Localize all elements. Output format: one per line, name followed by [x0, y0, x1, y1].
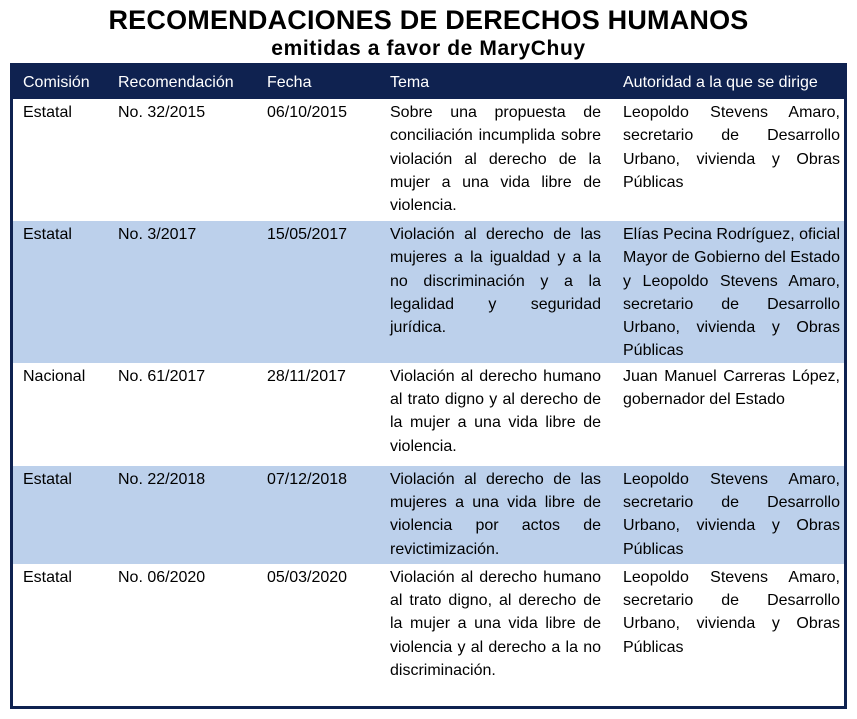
cell-tema: Violación al derecho humano al trato digno, al derecho de la mujer a una vida libre de violencia y al derecho a la no discriminación.	[390, 568, 601, 679]
cell-fecha: 05/03/2020	[267, 568, 348, 586]
cell-autoridad: Elías Pecina Rodríguez, oficial Mayor de Gobierno del Estado y Leopoldo Stevens Amaro, secretario de Desarrollo Urbano, vivienda y Obras Públicas	[613, 221, 844, 363]
cell-recomendacion: No. 32/2015	[118, 104, 206, 121]
cell-autoridad: Leopoldo Stevens Amaro, secretario de Desarrollo Urbano, vivienda y Obras Públicas	[623, 104, 840, 191]
cell-fecha: 06/10/2015	[267, 104, 348, 121]
page-subtitle: emitidas a favor de MaryChuy	[271, 37, 586, 60]
recommendations-table-frame	[10, 63, 847, 709]
cell-fecha: 15/05/2017	[257, 221, 380, 363]
table-row	[13, 363, 844, 466]
cell-tema: Sobre una propuesta de conciliación incumplida sobre violación al derecho de la mujer a una vida libre de violencia.	[390, 104, 601, 215]
cell-fecha: 28/11/2017	[267, 367, 346, 385]
column-header-autoridad: Autoridad a la que se dirige	[613, 66, 844, 99]
column-header-fecha: Fecha	[257, 66, 380, 99]
cell-fecha: 07/12/2018	[257, 466, 380, 564]
cell-tema: Violación al derecho humano al trato digno y al derecho de la mujer a una vida libre de violencia.	[390, 367, 601, 455]
cell-recomendacion: No. 06/2020	[118, 568, 206, 586]
table-header-row	[13, 66, 844, 99]
cell-comision: Estatal	[23, 104, 72, 121]
cell-tema: Violación al derecho de las mujeres a una vida libre de violencia por actos de revictimización.	[380, 466, 613, 564]
column-header-recomendacion: Recomendación	[108, 66, 257, 99]
cell-tema: Violación al derecho de las mujeres a la igualdad y a la no discriminación y a la legalidad y seguridad jurídica.	[380, 221, 613, 363]
column-header-tema: Tema	[380, 66, 613, 99]
cell-autoridad: Juan Manuel Carreras López, gobernador del Estado	[623, 367, 840, 409]
cell-recomendacion: No. 61/2017	[118, 367, 206, 385]
cell-recomendacion: No. 3/2017	[108, 221, 257, 363]
table-row	[13, 221, 844, 363]
cell-comision: Estatal	[13, 221, 108, 363]
cell-comision: Nacional	[23, 367, 86, 385]
cell-recomendacion: No. 22/2018	[108, 466, 257, 564]
table-row	[13, 466, 844, 564]
recommendations-table	[13, 66, 844, 702]
table-row	[13, 99, 844, 221]
cell-comision: Estatal	[23, 568, 72, 586]
cell-autoridad: Leopoldo Stevens Amaro, secretario de Desarrollo Urbano, vivienda y Obras Públicas	[613, 466, 844, 564]
table-row	[13, 564, 844, 702]
column-header-comision: Comisión	[13, 66, 108, 99]
cell-comision: Estatal	[13, 466, 108, 564]
cell-autoridad: Leopoldo Stevens Amaro, secretario de Desarrollo Urbano, vivienda y Obras Públicas	[623, 568, 840, 656]
page-title: RECOMENDACIONES DE DERECHOS HUMANOS	[108, 5, 749, 35]
